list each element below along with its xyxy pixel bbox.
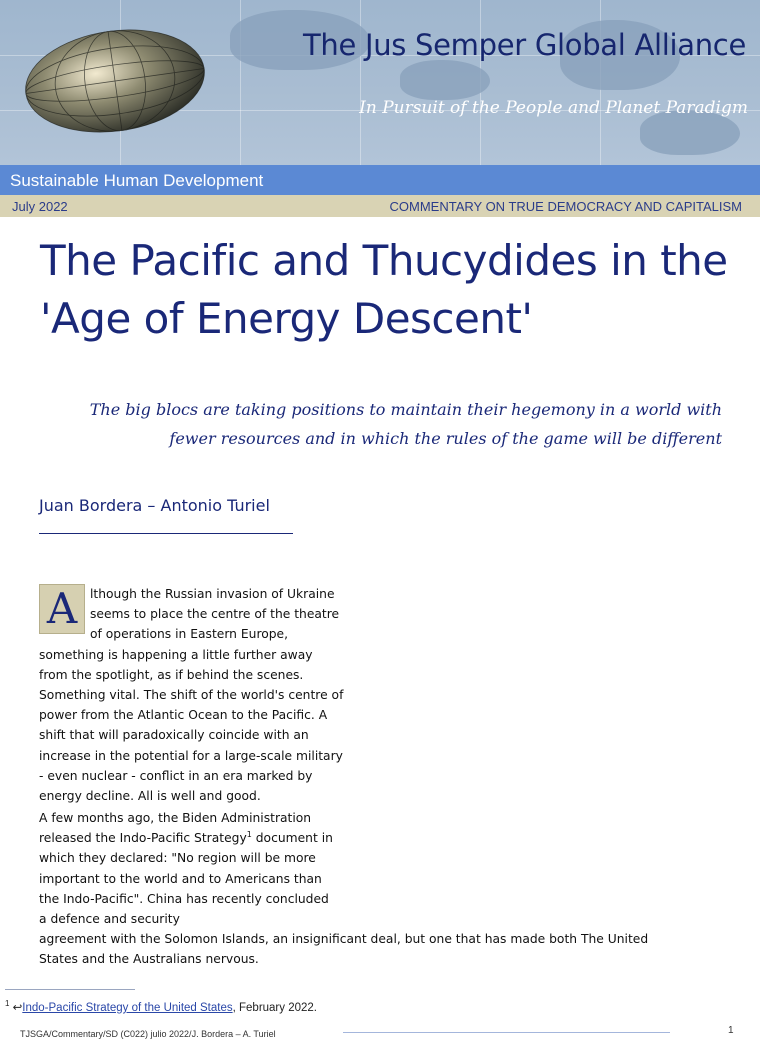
body-paragraph (39, 584, 344, 806)
footnote (5, 1000, 317, 1014)
organization-name: The Jus Semper Global Alliance (303, 28, 746, 62)
section-bar (0, 165, 760, 195)
publication-date: July 2022 (12, 199, 68, 214)
footer-citation: TJSGA/Commentary/SD (C022) julio 2022/J. Bordera – A. Turiel (20, 1029, 276, 1039)
page-number: 1 (728, 1025, 734, 1036)
footnote-text: , February 2022. (232, 1002, 317, 1014)
map-landmass (400, 60, 490, 100)
section-label: Sustainable Human Development (10, 171, 264, 190)
drop-cap: A (39, 584, 85, 634)
globe-logo-icon (20, 26, 210, 136)
paragraph-text: A few months ago, the Biden Administration released the Indo-Pacific Strategy (39, 811, 312, 846)
body-paragraph (39, 808, 679, 970)
date-bar (0, 195, 760, 217)
paragraph-text: document in which they declared: "No region will be more important to the world and to Americans than the Indo-Pacific". China has recently concluded a defence and security (39, 831, 333, 927)
article-title: The Pacific and Thucydides in the 'Age of Energy Descent' (40, 236, 728, 343)
article-authors: Juan Bordera – Antonio Turiel (39, 496, 270, 515)
footnote-divider (5, 989, 135, 990)
footnote-reference[interactable]: 1 (246, 830, 252, 840)
organization-tagline: In Pursuit of the People and Planet Paradigm (359, 98, 748, 118)
paragraph-text-narrow (39, 808, 339, 929)
return-arrow-icon[interactable]: ↩ (12, 1002, 23, 1014)
paragraph-text: agreement with the Solomon Islands, an insignificant deal, but one that has made both The United States and the Australians nervous. (39, 932, 649, 967)
article-category: COMMENTARY ON TRUE DEMOCRACY AND CAPITALISM (389, 199, 742, 214)
footer-divider (343, 1032, 670, 1033)
paragraph-text: lthough the Russian invasion of Ukraine seems to place the centre of the theatre of operations in Eastern Europe, something is happening a little further away from the spotlight, as if behind the scenes. Something vital. The shift of the world's centre of power from the Atlantic Ocean to the Pacific. A shift that will paradoxically coincide with an increase in the potential for a large-scale military - even nuclear - conflict in an era marked by energy decline. All is well and good. (39, 587, 344, 804)
article-subtitle: The big blocs are taking positions to maintain their hegemony in a world with fewer resources and in which the rules of the game will be different (89, 400, 722, 448)
footnote-link[interactable]: Indo-Pacific Strategy of the United States (22, 1002, 233, 1014)
footnote-number: 1 (5, 999, 10, 1009)
header-banner (0, 0, 760, 165)
author-divider (39, 533, 293, 534)
